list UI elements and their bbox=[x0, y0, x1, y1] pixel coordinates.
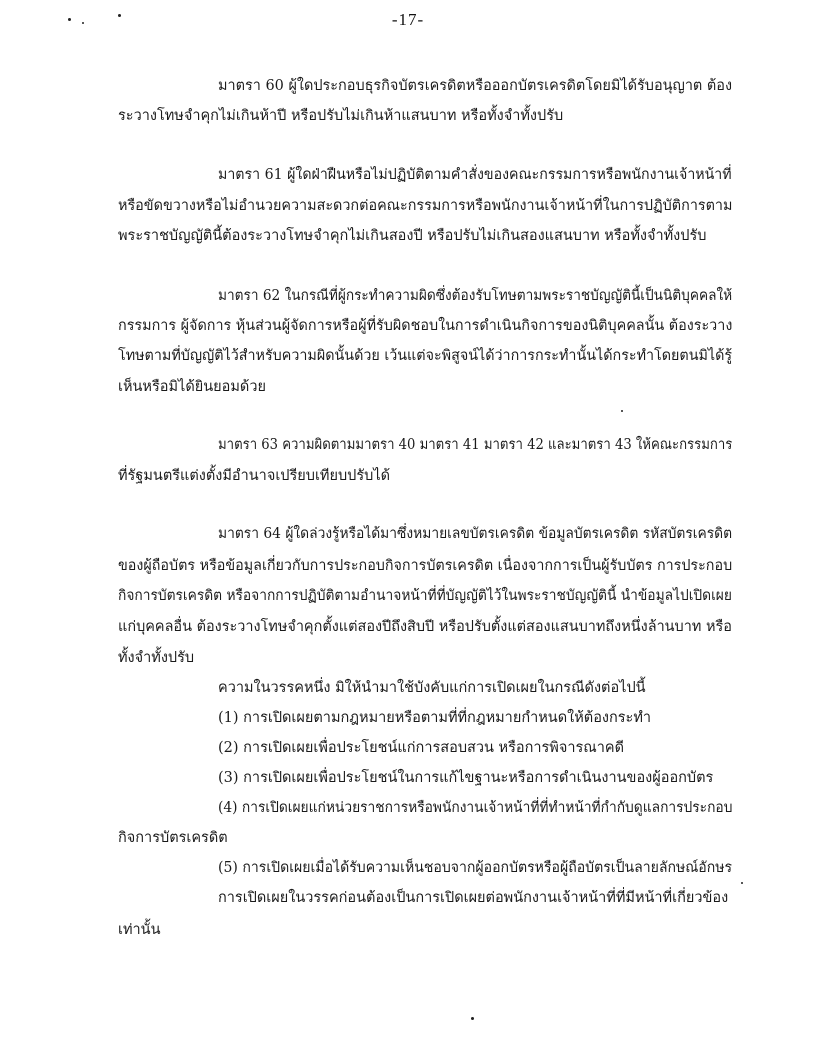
section-64-line-2: ของผู้ถือบัตร หรือข้อมูลเกี่ยวกับการประกอบกิจการบัตรเครดิต เนื่องจากการเป็นผู้รับบัตร การประกอบ bbox=[118, 558, 733, 574]
section-64-paragraph-3: การเปิดเผยในวรรคก่อนต้องเป็นการเปิดเผยต่อพนักงานเจ้าหน้าที่ที่มีหน้าที่เกี่ยวข้อง bbox=[218, 890, 729, 906]
section-63-line-1: มาตรา 63 ความผิดตามมาตรา 40 มาตรา 41 มาตรา 42 และมาตรา 43 ให้คณะกรรมการ bbox=[218, 437, 733, 453]
page-number: -17- bbox=[391, 10, 425, 29]
scan-speck bbox=[621, 410, 623, 412]
section-64-line-4: แก่บุคคลอื่น ต้องระวางโทษจำคุกตั้งแต่สองปีถึงสิบปี หรือปรับตั้งแต่สองแสนบาทถึงหนึ่งล้านบาท หรือ bbox=[118, 619, 732, 635]
section-64-item-5: (5) การเปิดเผยเมื่อได้รับความเห็นชอบจากผู้ออกบัตรหรือผู้ถือบัตรเป็นลายลักษณ์อักษร bbox=[218, 860, 733, 876]
section-64-paragraph-3-cont: เท่านั้น bbox=[118, 922, 161, 938]
section-61-line-2: หรือขัดขวางหรือไม่อำนวยความสะดวกต่อคณะกรรมการหรือพนักงานเจ้าหน้าที่ในการปฏิบัติการตาม bbox=[118, 198, 733, 214]
section-60-line-2: ระวางโทษจำคุกไม่เกินห้าปี หรือปรับไม่เกินห้าแสนบาท หรือทั้งจำทั้งปรับ bbox=[118, 108, 564, 124]
scan-speck bbox=[471, 1017, 474, 1020]
section-62-line-3: โทษตามที่บัญญัติไว้สำหรับความผิดนั้นด้วย เว้นแต่จะพิสูจน์ได้ว่าการกระทำนั้นได้กระทำโดยตนมิได้รู้ bbox=[118, 348, 733, 364]
section-62-line-1: มาตรา 62 ในกรณีที่ผู้กระทำความผิดซึ่งต้องรับโทษตามพระราชบัญญัตินี้เป็นนิติบุคคลให้ bbox=[218, 288, 733, 304]
section-64-item-4-cont: กิจการบัตรเครดิต bbox=[118, 830, 228, 846]
section-64-item-3: (3) การเปิดเผยเพื่อประโยชน์ในการแก้ไขฐานะหรือการดำเนินงานของผู้ออกบัตร bbox=[218, 770, 714, 786]
section-64-paragraph-2: ความในวรรคหนึ่ง มิให้นำมาใช้บังคับแก่การเปิดเผยในกรณีดังต่อไปนี้ bbox=[218, 680, 646, 696]
section-60-line-1: มาตรา 60 ผู้ใดประกอบธุรกิจบัตรเครดิตหรือออกบัตรเครดิตโดยมิได้รับอนุญาต ต้อง bbox=[218, 78, 733, 94]
section-64-item-1: (1) การเปิดเผยตามกฎหมายหรือตามที่ที่กฎหมายกำหนดให้ต้องกระทำ bbox=[218, 710, 652, 726]
section-64-line-5: ทั้งจำทั้งปรับ bbox=[118, 650, 195, 666]
section-62-line-2: กรรมการ ผู้จัดการ หุ้นส่วนผู้จัดการหรือผู้ที่รับผิดชอบในการดำเนินกิจการของนิติบุคคลนั้น ต้องระวาง bbox=[118, 318, 733, 334]
section-64-line-3: กิจการบัตรเครดิต หรือจากการปฏิบัติตามอำนาจหน้าที่ที่บัญญัติไว้ในพระราชบัญญัตินี้ นำข้อมูลไปเปิดเผย bbox=[118, 588, 732, 604]
section-61-line-3: พระราชบัญญัตินี้ต้องระวางโทษจำคุกไม่เกินสองปี หรือปรับไม่เกินสองแสนบาท หรือทั้งจำทั้งปรับ bbox=[118, 228, 707, 244]
section-64-line-1: มาตรา 64 ผู้ใดล่วงรู้หรือได้มาซึ่งหมายเลขบัตรเครดิต ข้อมูลบัตรเครดิต รหัสบัตรเครดิต bbox=[218, 526, 733, 542]
section-64-item-4: (4) การเปิดเผยแก่หน่วยราชการหรือพนักงานเจ้าหน้าที่ที่ทำหน้าที่กำกับดูแลการประกอบ bbox=[218, 800, 733, 816]
section-62-line-4: เห็นหรือมิได้ยินยอมด้วย bbox=[118, 379, 266, 395]
section-61-line-1: มาตรา 61 ผู้ใดฝ่าฝืนหรือไม่ปฏิบัติตามคำสั่งของคณะกรรมการหรือพนักงานเจ้าหน้าที่ bbox=[218, 167, 732, 183]
section-63-line-2: ที่รัฐมนตรีแต่งตั้งมีอำนาจเปรียบเทียบปรับได้ bbox=[118, 468, 391, 484]
scan-speck bbox=[741, 882, 743, 884]
section-64-item-2: (2) การเปิดเผยเพื่อประโยชน์แก่การสอบสวน หรือการพิจารณาคดี bbox=[218, 740, 624, 756]
